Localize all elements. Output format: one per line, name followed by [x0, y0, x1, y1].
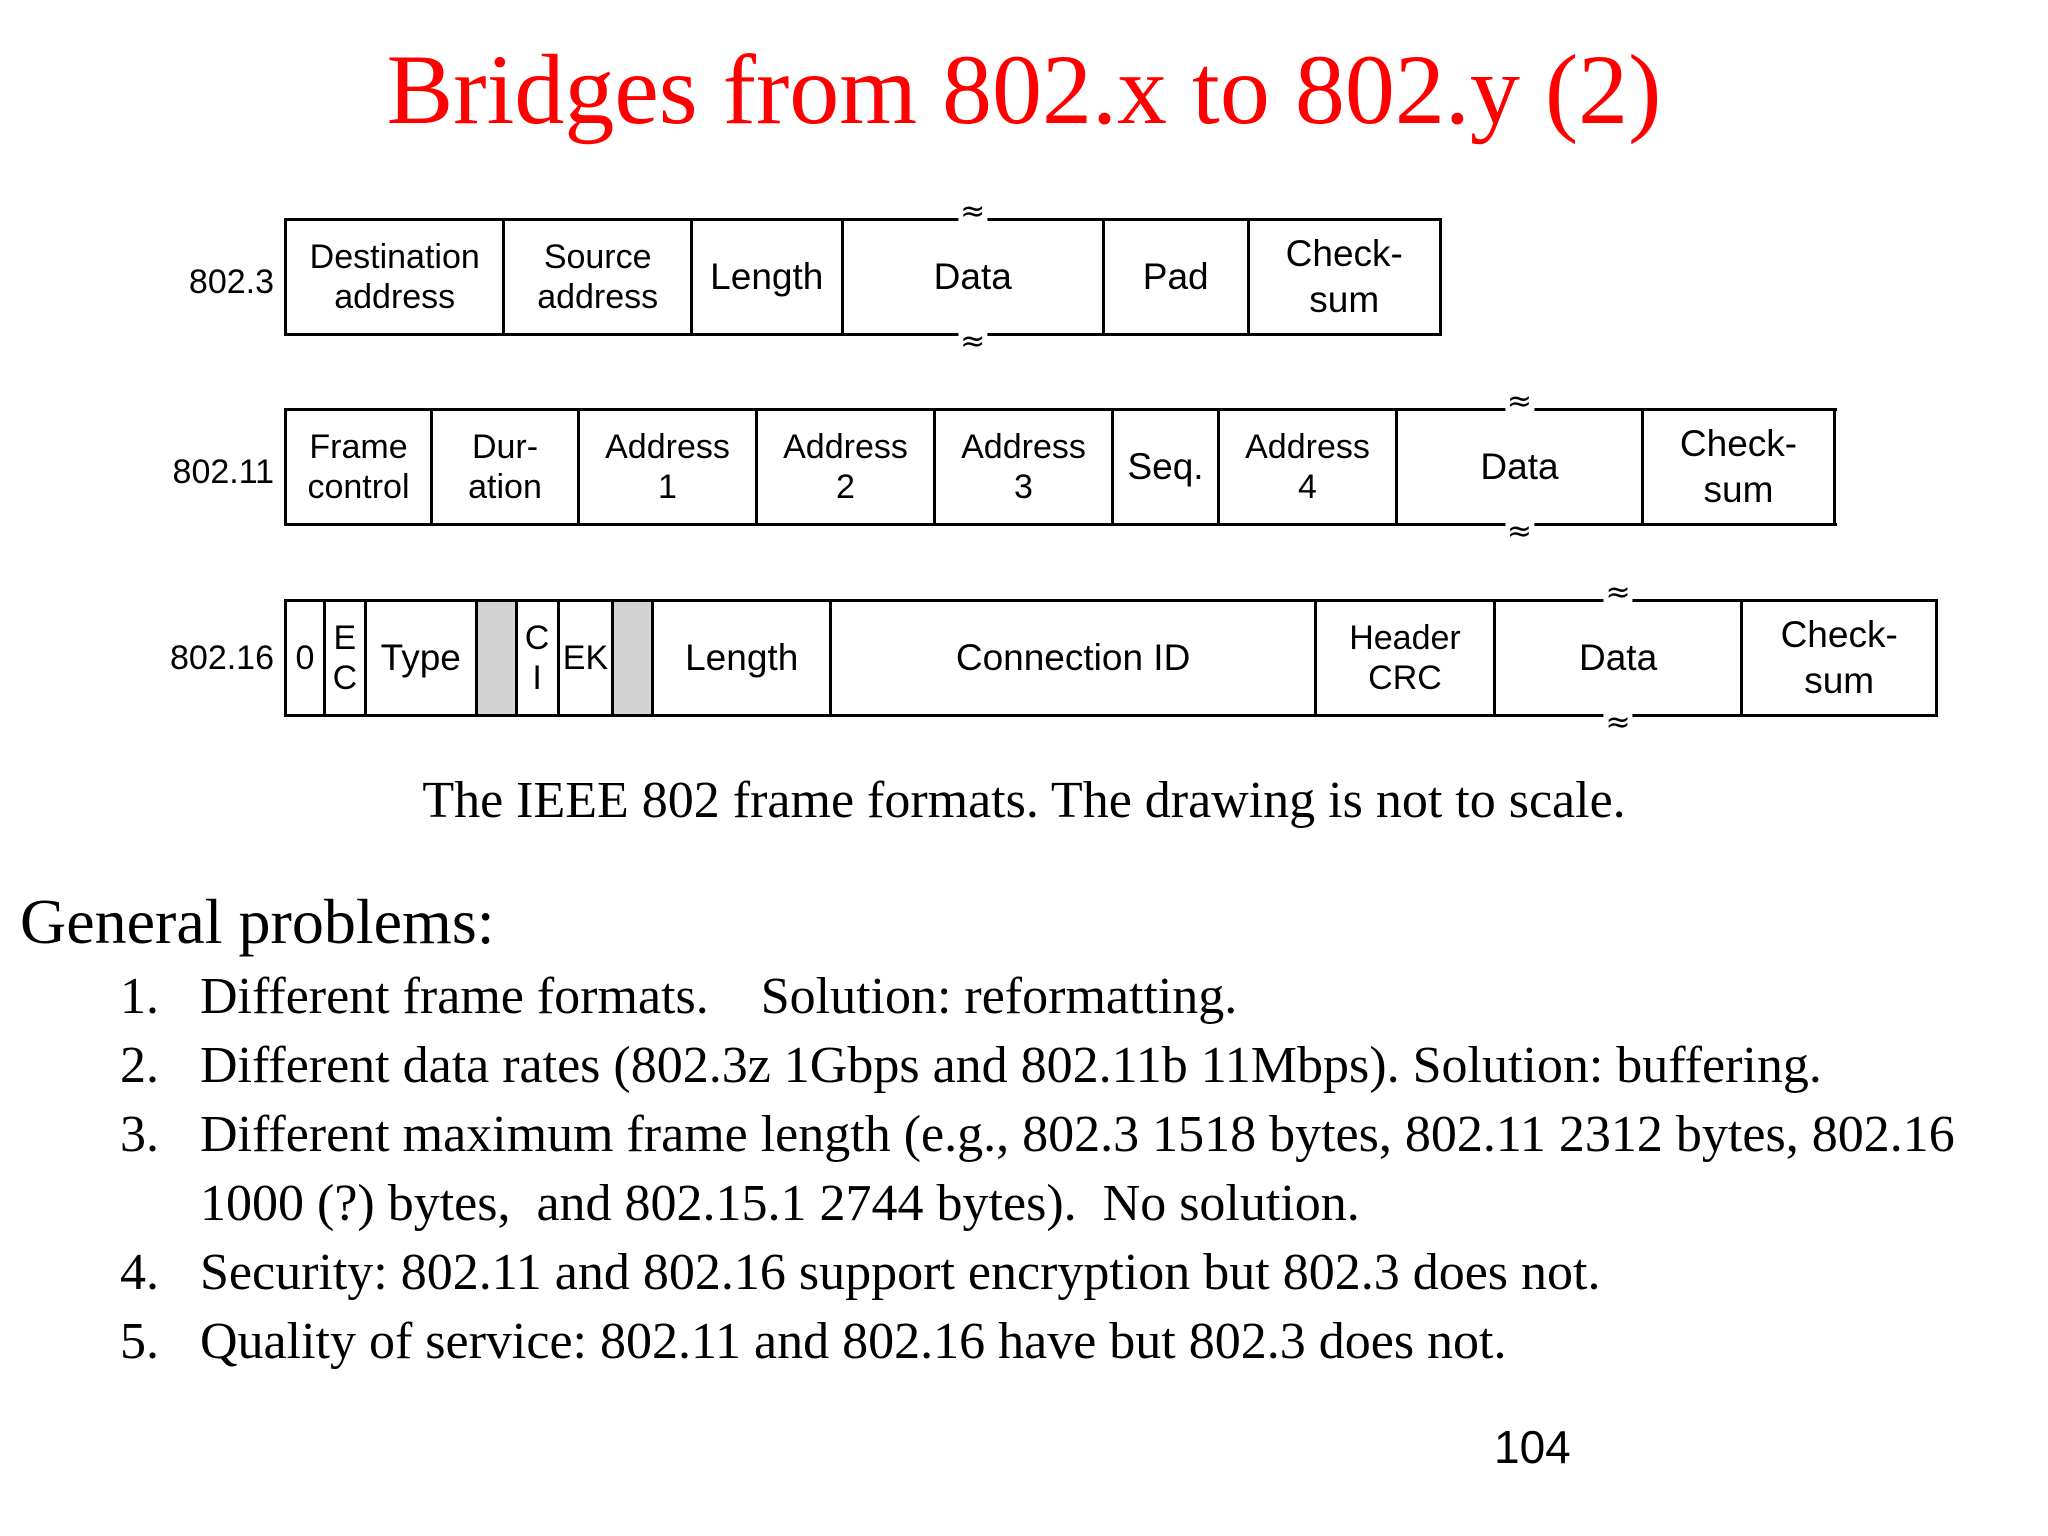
list-number: 4. — [120, 1244, 159, 1301]
frame-802-11 — [284, 384, 1837, 549]
field-source-address: Source address — [505, 221, 693, 333]
data-label: Data — [1579, 637, 1658, 678]
page-number: 104 — [1494, 1421, 1571, 1473]
frame-label-802-11: 802.11 — [172, 453, 274, 491]
field-reserved-shaded — [478, 602, 518, 714]
list-text: Quality of service: 802.11 and 802.16 have but 802.3 does not. — [200, 1313, 1507, 1370]
data-label: Data — [1480, 446, 1559, 487]
field-checksum: Check- sum — [1250, 221, 1443, 333]
field-data — [1496, 575, 1744, 740]
field-ci: C I — [518, 602, 560, 714]
field-address-1: Address 1 — [580, 411, 758, 523]
problems-list — [120, 962, 2010, 1376]
field-checksum: Check- sum — [1743, 602, 1938, 714]
field-zero-bit: 0 — [287, 602, 326, 714]
frame-802-16 — [284, 575, 1938, 740]
break-mark-icon: ≈ — [1605, 705, 1631, 740]
field-destination-address: Destination address — [287, 221, 505, 333]
list-text: Different data rates (802.3z 1Gbps and 802.11b 11Mbps). Solution: buffering. — [200, 1037, 1822, 1094]
field-seq: Seq. — [1114, 411, 1220, 523]
list-number: 5. — [120, 1313, 159, 1370]
frame-label-802-3: 802.3 — [188, 263, 274, 301]
field-length: Length — [654, 602, 832, 714]
field-address-3: Address 3 — [936, 411, 1114, 523]
field-pad: Pad — [1105, 221, 1250, 333]
slide-title: Bridges from 802.x to 802.y (2) — [386, 34, 1662, 145]
section-heading: General problems: — [20, 886, 495, 957]
break-mark-icon: ≈ — [1506, 384, 1533, 419]
field-data — [844, 194, 1105, 359]
list-number: 1. — [120, 968, 159, 1025]
break-mark-icon: ≈ — [960, 194, 986, 229]
break-mark-icon: ≈ — [1605, 575, 1631, 610]
field-connection-id: Connection ID — [832, 602, 1317, 714]
list-item — [120, 1307, 2010, 1376]
field-reserved-shaded — [614, 602, 654, 714]
field-checksum: Check- sum — [1644, 411, 1836, 523]
list-item — [120, 1238, 2010, 1307]
data-label: Data — [933, 256, 1012, 297]
list-text: Different maximum frame length (e.g., 802.3 1518 bytes, 802.11 2312 bytes, 802.16 1000 (?) bytes, and 802.15.1 2744 bytes). No solution. — [200, 1106, 1968, 1232]
list-text: Different frame formats. Solution: reformatting. — [200, 968, 1238, 1025]
field-frame-control: Frame control — [287, 411, 433, 523]
list-number: 3. — [120, 1106, 159, 1163]
frame-802-3 — [284, 194, 1442, 359]
list-item — [120, 1031, 2010, 1100]
list-item — [120, 962, 2010, 1031]
field-ec: E C — [326, 602, 367, 714]
list-number: 2. — [120, 1037, 159, 1094]
field-header-crc: Header CRC — [1317, 602, 1496, 714]
figure-caption: The IEEE 802 frame formats. The drawing is not to scale. — [422, 772, 1626, 829]
break-mark-icon: ≈ — [1506, 514, 1533, 549]
field-address-4: Address 4 — [1220, 411, 1398, 523]
field-type: Type — [367, 602, 478, 714]
list-text: Security: 802.11 and 802.16 support encryption but 802.3 does not. — [200, 1244, 1601, 1301]
field-length: Length — [693, 221, 844, 333]
break-mark-icon: ≈ — [960, 324, 986, 359]
list-item — [120, 1100, 2010, 1238]
frame-label-802-16: 802.16 — [170, 639, 274, 677]
field-data — [1398, 384, 1644, 549]
field-duration: Dur- ation — [433, 411, 580, 523]
field-ek: EK — [560, 602, 615, 714]
field-address-2: Address 2 — [758, 411, 936, 523]
